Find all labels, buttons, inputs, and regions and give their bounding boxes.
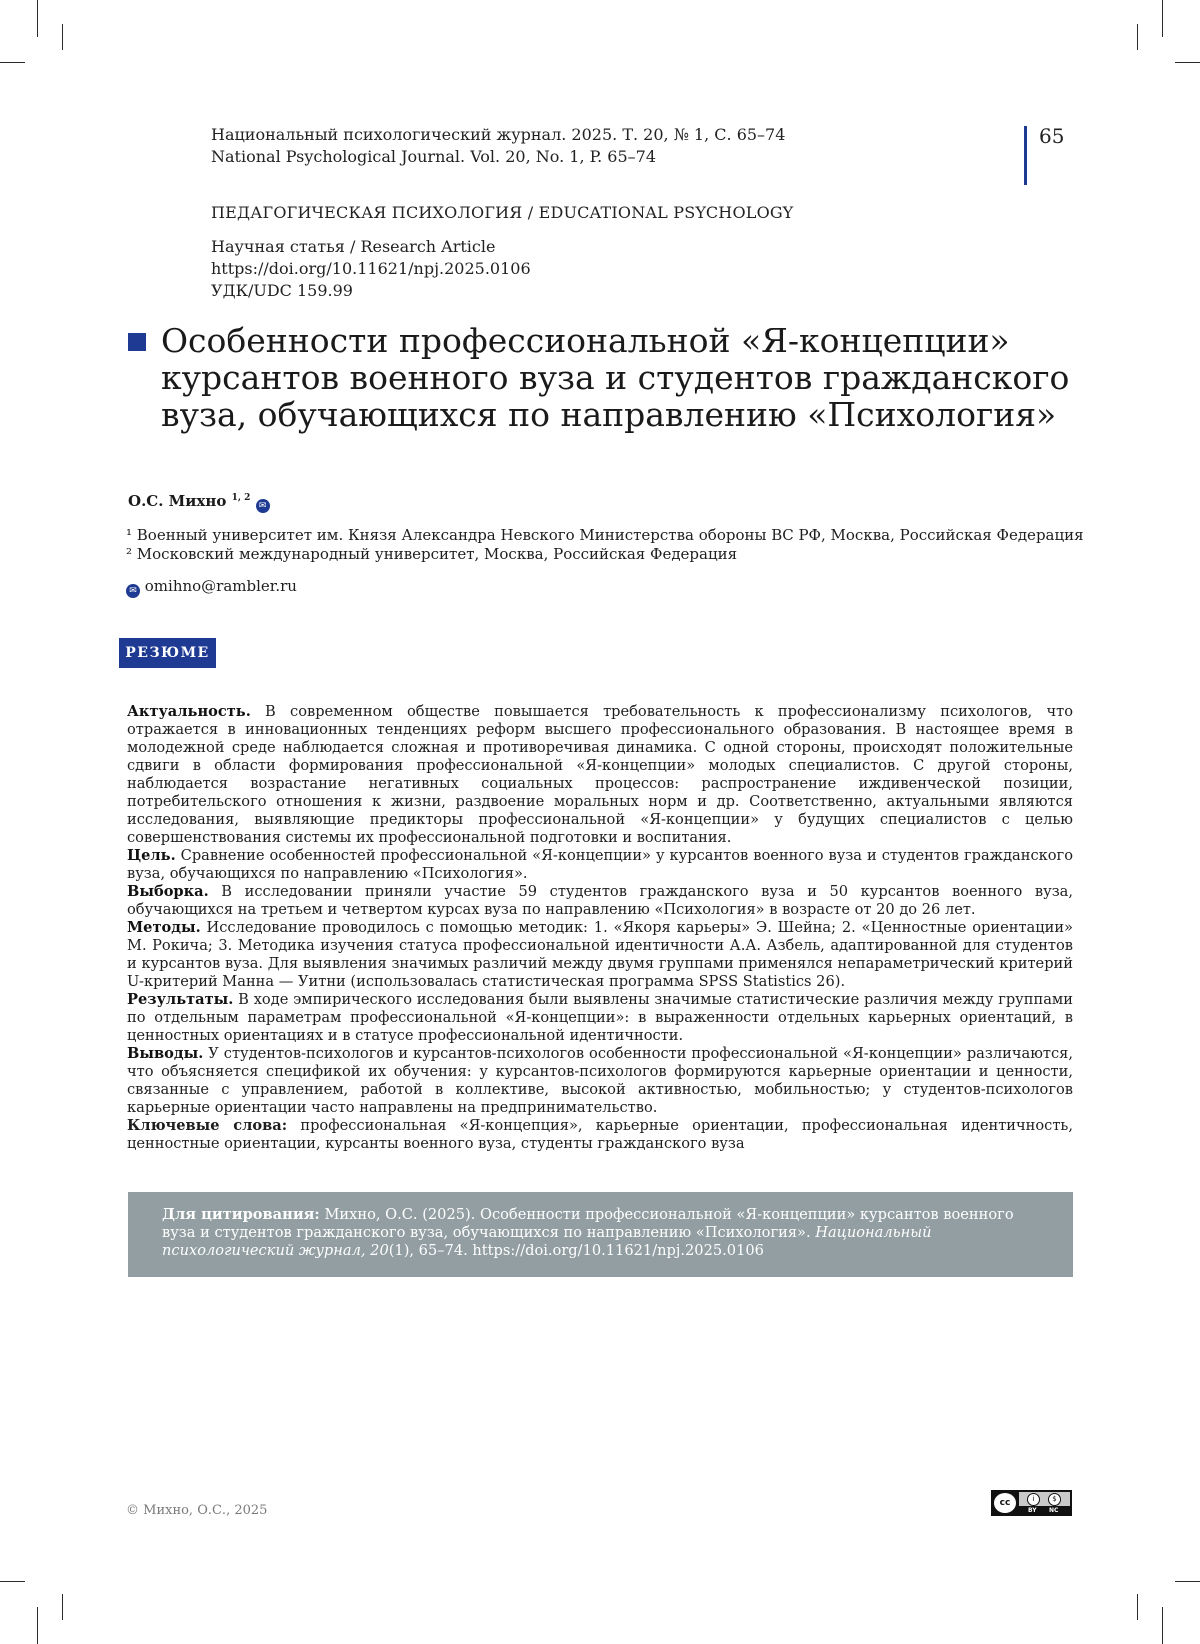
keywords-text: профессиональная «Я-концепция», карьерные ориентации, профессиональная идентичность, ценностные ориентации, курсанты военного вуза, студенты гражданского вуза — [127, 1117, 1073, 1152]
abstract-conclusions: Выводы. У студентов-психологов и курсантов-психологов особенности профессиональной «Я-концепции» различаются, что объясняется спецификой их обучения: у курсантов-психологов формируются карьерные ориентации и ценности, связанные с управлением, работой в коллективе, высокой активностью, мобильностью; у студентов-психологов карьерные ориентации часто направлены на предпринимательство. — [127, 1045, 1073, 1117]
keywords-label: Ключевые слова: — [127, 1117, 287, 1134]
crop-mark — [1162, 1607, 1163, 1644]
author — [128, 492, 270, 513]
journal-header — [211, 124, 785, 168]
abstract — [127, 703, 1073, 1117]
cc-icon: cc — [994, 1493, 1016, 1513]
page-number-divider — [1024, 126, 1027, 185]
cc-license-badge[interactable] — [991, 1490, 1072, 1516]
crop-mark — [37, 1607, 38, 1644]
crop-mark — [0, 1581, 25, 1582]
citation-issue: (1), 65–74. https://doi.org/10.11621/npj.2025.0106 — [389, 1242, 764, 1259]
section-heading: ПЕДАГОГИЧЕСКАЯ ПСИХОЛОГИЯ / EDUCATIONAL PSYCHOLOGY — [211, 203, 793, 222]
crop-mark — [62, 1594, 63, 1620]
affiliation-2: ² Московский международный университет, Москва, Российская Федерация — [126, 545, 1084, 564]
journal-header-en: National Psychological Journal. Vol. 20, No. 1, P. 65–74 — [211, 146, 785, 168]
abstract-methods: Методы. Исследование проводилось с помощью методик: 1. «Якоря карьеры» Э. Шейна; 2. «Ценностные ориентации» М. Рокича; 3. Методика изучения статуса профессиональной идентичности А.А. Азбель, адаптированной для студентов и курсантов вуза. Для выявления значимых различий между двумя группами применялся непараметрический критерий U-критерий Манна — Уитни (использовалась статистическая программа SPSS Statistics 26). — [127, 919, 1073, 991]
by-icon: i — [1027, 1493, 1040, 1506]
corresponding-email — [126, 577, 297, 598]
abstract-results: Результаты. В ходе эмпирического исследования были выявлены значимые статистические различия между группами по отдельным параметрам профессиональной «Я-концепции»: в выраженности отдельных карьерных ориентаций, в ценностных ориентациях и в статусе профессиональной идентичности. — [127, 991, 1073, 1045]
citation-journal: Национальный психологический журнал, 20 — [162, 1224, 931, 1259]
abstract-sample: Выборка. В исследовании приняли участие 59 студентов гражданского вуза и 50 курсантов военного вуза, обучающихся на третьем и четвертом курсах вуза по направлению «Психология» в возрасте от 20 до 26 лет. — [127, 883, 1073, 919]
crop-mark — [37, 0, 38, 37]
crop-mark — [1162, 0, 1163, 37]
doi-link[interactable]: https://doi.org/10.11621/npj.2025.0106 — [211, 258, 531, 280]
citation-label: Для цитирования: — [162, 1206, 320, 1223]
article-meta — [211, 236, 531, 302]
crop-mark — [0, 62, 25, 63]
page-number: 65 — [1039, 124, 1064, 148]
email-icon: ✉ — [126, 584, 140, 598]
abstract-goal: Цель. Сравнение особенностей профессиональной «Я-концепции» у курсантов военного вуза и студентов гражданского вуза, обучающихся по направлению «Психология». — [127, 847, 1073, 883]
nc-icon: $ — [1048, 1493, 1061, 1506]
journal-header-ru: Национальный психологический журнал. 2025. Т. 20, № 1, С. 65–74 — [211, 124, 785, 146]
article-title: Особенности профессиональной «Я-концепции» курсантов военного вуза и студентов гражданского вуза, обучающихся по направлению «Психология» — [161, 322, 1091, 433]
email-icon[interactable]: ✉ — [256, 499, 270, 513]
crop-mark — [1137, 24, 1138, 50]
abstract-label: РЕЗЮМЕ — [119, 638, 216, 668]
abstract-relevance: Актуальность. В современном обществе повышается требовательность к профессионализму психологов, что отражается в инновационных тенденциях реформ высшего профессионального образования. В настоящее время в молодежной среде наблюдается сложная и противоречивая динамика. С одной стороны, происходят положительные сдвиги в области формирования профессиональной «Я-концепции» молодых специалистов. С другой стороны, наблюдается возрастание негативных социальных процессов: распространение иждивенческой позиции, потребительского отношения к жизни, раздвоение моральных норм и др. Соответственно, актуальными являются исследования, выявляющие предикторы профессиональной «Я-концепции» у будущих специалистов с целью совершенствования системы их профессиональной подготовки и воспитания. — [127, 703, 1073, 847]
udc-code: УДК/UDC 159.99 — [211, 280, 531, 302]
citation-box — [128, 1192, 1073, 1277]
crop-mark — [62, 24, 63, 50]
cc-by-label: BY — [1028, 1507, 1037, 1514]
citation-text: Михно, О.С. (2025). Особенности профессиональной «Я-концепции» курсантов военного вуза и студентов гражданского вуза, обучающихся по направлению «Психология». — [162, 1206, 1014, 1241]
affiliations — [126, 526, 1084, 564]
email-link[interactable]: omihno@rambler.ru — [145, 577, 297, 595]
crop-mark — [1137, 1594, 1138, 1620]
copyright: © Михно, О.С., 2025 — [126, 1503, 267, 1518]
crop-mark — [1175, 62, 1200, 63]
keywords — [127, 1117, 1073, 1153]
title-marker — [128, 333, 146, 351]
cc-nc-label: NC — [1049, 1507, 1058, 1514]
article-type: Научная статья / Research Article — [211, 236, 531, 258]
author-name: О.С. Михно — [128, 492, 226, 510]
author-affiliation-refs: 1, 2 — [232, 493, 251, 503]
crop-mark — [1175, 1581, 1200, 1582]
affiliation-1: ¹ Военный университет им. Князя Александра Невского Министерства обороны ВС РФ, Москва, Российская Федерация — [126, 526, 1084, 545]
